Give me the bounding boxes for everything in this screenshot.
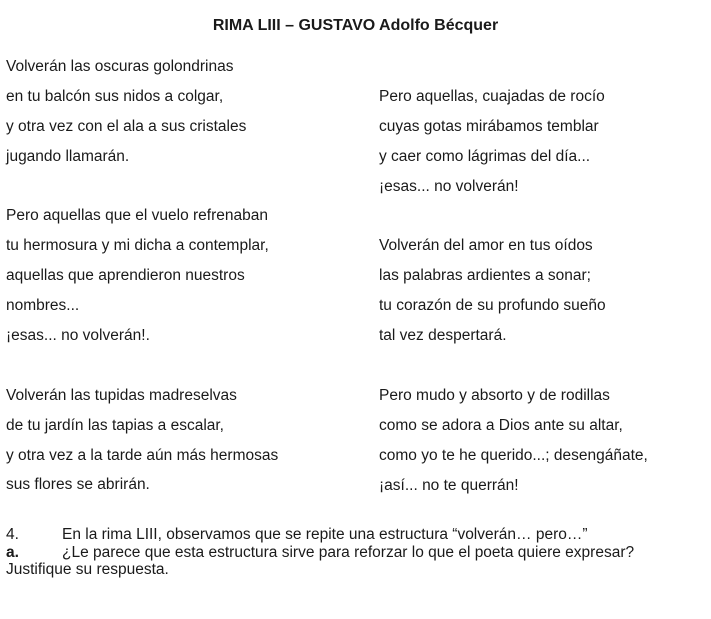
poem-line: y otra vez a la tarde aún más hermosas bbox=[6, 446, 279, 464]
subquestion-letter: a. bbox=[6, 543, 19, 561]
subquestion-row bbox=[6, 544, 634, 562]
poem-line: tu hermosura y mi dicha a contemplar, bbox=[6, 237, 269, 255]
poem-left-column bbox=[6, 57, 278, 505]
poem-line: Pero aquellas que el vuelo refrenaban bbox=[6, 207, 268, 225]
poem-line: jugando llamarán. bbox=[6, 147, 130, 165]
poem-line: Volverán las tupidas madreselvas bbox=[6, 386, 237, 404]
poem-line: tu corazón de su profundo sueño bbox=[379, 297, 606, 315]
poem-line: ¡esas... no volverán! bbox=[379, 177, 519, 195]
poem-line: ¡así... no te querrán! bbox=[379, 476, 519, 494]
poem-right-column bbox=[379, 87, 648, 505]
poem-stanza-break bbox=[379, 207, 648, 237]
poem-line: sus flores se abrirán. bbox=[6, 476, 150, 494]
question-number: 4. bbox=[6, 526, 19, 543]
question-text: En la rima LIII, observamos que se repite una estructura “volverán… pero…” bbox=[62, 526, 588, 543]
poem-line: como yo te he querido...; desengáñate, bbox=[379, 446, 648, 464]
poem-line: ¡esas... no volverán!. bbox=[6, 327, 150, 345]
poem-line: Volverán las oscuras golondrinas bbox=[6, 58, 234, 75]
subquestion-continuation: Justifique su respuesta. bbox=[6, 561, 169, 578]
poem-line: y caer como lágrimas del día... bbox=[379, 147, 591, 165]
poem-stanza-break bbox=[6, 356, 278, 386]
poem-line: de tu jardín las tapias a escalar, bbox=[6, 416, 224, 434]
poem-line: cuyas gotas mirábamos temblar bbox=[379, 117, 599, 135]
poem-line: como se adora a Dios ante su altar, bbox=[379, 416, 623, 434]
poem-line: nombres... bbox=[6, 297, 80, 315]
poem-line: tal vez despertará. bbox=[379, 327, 507, 345]
poem-line: Pero aquellas, cuajadas de rocío bbox=[379, 88, 605, 105]
poem-title: RIMA LIII – GUSTAVO Adolfo Bécquer bbox=[212, 17, 499, 34]
question-block bbox=[6, 526, 634, 579]
poem-line: aquellas que aprendieron nuestros bbox=[6, 267, 245, 285]
poem-stanza-break bbox=[6, 177, 278, 207]
poem-stanza-break bbox=[379, 356, 648, 386]
poem-line: Volverán del amor en tus oídos bbox=[379, 237, 593, 255]
poem-line: las palabras ardientes a sonar; bbox=[379, 267, 591, 285]
poem-line: en tu balcón sus nidos a colgar, bbox=[6, 87, 224, 105]
subquestion-text: ¿Le parece que esta estructura sirve para reforzar lo que el poeta quiere expresar? bbox=[62, 543, 635, 561]
poem-line: Pero mudo y absorto y de rodillas bbox=[379, 386, 610, 404]
question-row bbox=[6, 526, 634, 544]
poem-line: y otra vez con el ala a sus cristales bbox=[6, 117, 247, 135]
